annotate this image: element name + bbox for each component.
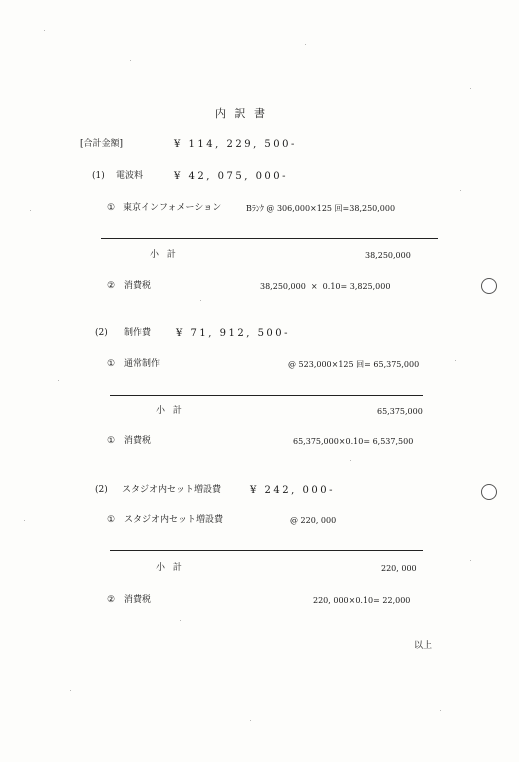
section1-number: (1) bbox=[92, 171, 105, 181]
section3-tax-detail: 220, 000×0.10= 22,000 bbox=[313, 596, 411, 605]
section2-label: 制作費 bbox=[124, 328, 152, 338]
section1-subtotal-label: 小 計 bbox=[150, 250, 179, 260]
scan-speck bbox=[440, 710, 441, 711]
section2-tax-detail: 65,375,000×0.10= 6,537,500 bbox=[293, 437, 414, 446]
total-label: [合計金額] bbox=[80, 139, 124, 149]
section2-tax-marker: ① bbox=[107, 436, 116, 446]
section3-number: (2) bbox=[95, 485, 108, 495]
section1-subtotal-value: 38,250,000 bbox=[365, 251, 411, 260]
section2-rule bbox=[110, 395, 423, 396]
closing-mark: 以上 bbox=[414, 641, 433, 651]
section3-label: スタジオ内セット増設費 bbox=[122, 485, 222, 495]
section3-item1-marker: ① bbox=[107, 515, 116, 525]
section2-item1-marker: ① bbox=[107, 359, 116, 369]
scan-speck bbox=[470, 88, 471, 89]
section1-rule bbox=[101, 238, 438, 239]
section2-amount: ¥ 71, 912, 500- bbox=[176, 328, 291, 339]
scan-speck bbox=[180, 620, 181, 621]
section3-amount: ¥ 242, 000- bbox=[250, 485, 335, 496]
scan-speck bbox=[460, 190, 461, 191]
section2-subtotal-label: 小 計 bbox=[156, 406, 185, 416]
scan-speck bbox=[305, 44, 306, 45]
section2-number: (2) bbox=[95, 328, 108, 338]
punch-hole-top bbox=[481, 278, 497, 294]
section1-item1-label: 東京インフォメーション bbox=[123, 203, 222, 213]
section1-label: 電波料 bbox=[116, 171, 144, 181]
section3-rule bbox=[110, 550, 423, 551]
scan-speck bbox=[44, 30, 45, 31]
section1-tax-label: 消費税 bbox=[124, 281, 152, 291]
section3-subtotal-label: 小 計 bbox=[156, 563, 185, 573]
section2-tax-label: 消費税 bbox=[124, 436, 152, 446]
punch-hole-bottom bbox=[481, 484, 497, 500]
scan-speck bbox=[130, 60, 131, 61]
scan-speck bbox=[455, 360, 456, 361]
section3-tax-label: 消費税 bbox=[124, 595, 152, 605]
section2-subtotal-value: 65,375,000 bbox=[377, 407, 423, 416]
scan-speck bbox=[70, 690, 71, 691]
scan-speck bbox=[24, 520, 25, 521]
section1-tax-marker: ② bbox=[107, 281, 116, 291]
document-title: 内 訳 書 bbox=[215, 107, 268, 120]
scan-speck bbox=[200, 300, 201, 301]
scan-speck bbox=[250, 720, 251, 721]
section3-tax-marker: ② bbox=[107, 595, 116, 605]
scan-speck bbox=[470, 560, 471, 561]
section3-item1-detail: @ 220, 000 bbox=[290, 516, 337, 525]
total-amount: ¥ 114, 229, 500- bbox=[174, 139, 297, 150]
scan-speck bbox=[58, 380, 59, 381]
section3-subtotal-value: 220, 000 bbox=[381, 564, 417, 573]
scan-speck bbox=[30, 210, 31, 211]
scan-speck bbox=[350, 460, 351, 461]
section1-item1-detail: Bﾗﾝｸ @ 306,000×125 回=38,250,000 bbox=[246, 204, 396, 213]
section2-item1-label: 通常制作 bbox=[124, 359, 161, 369]
section1-tax-detail: 38,250,000 × 0.10= 3,825,000 bbox=[260, 282, 391, 291]
section2-item1-detail: @ 523,000×125 回= 65,375,000 bbox=[288, 360, 420, 369]
section1-item1-marker: ① bbox=[107, 203, 116, 213]
section1-amount: ¥ 42, 075, 000- bbox=[174, 171, 289, 182]
section3-item1-label: スタジオ内セット増設費 bbox=[124, 515, 224, 525]
